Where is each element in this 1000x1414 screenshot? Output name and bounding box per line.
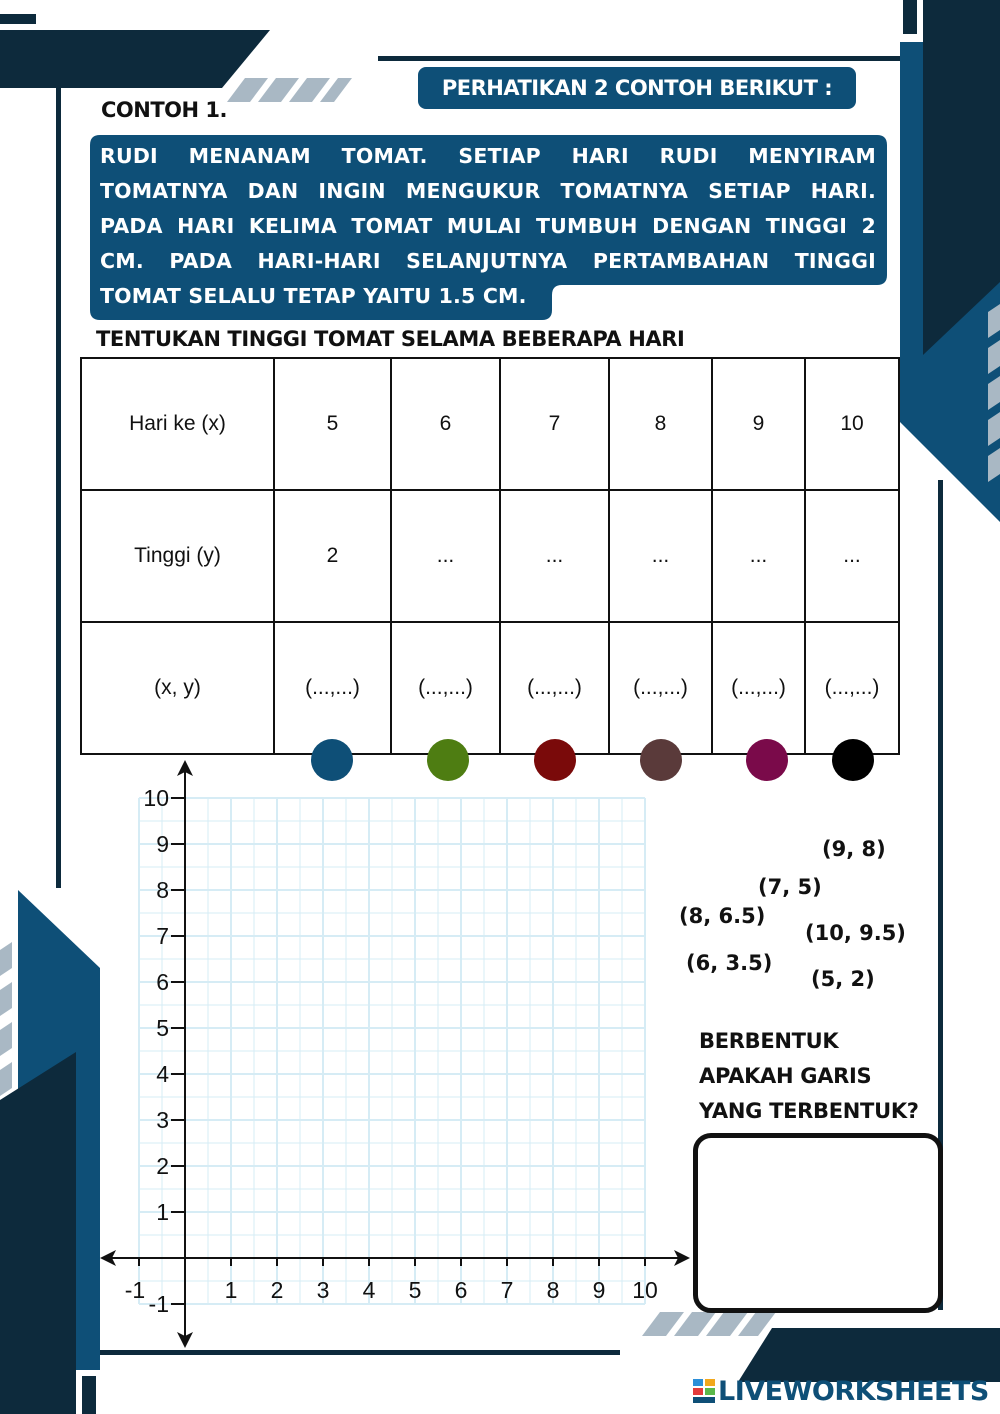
x-tick-label: 10 xyxy=(632,1277,658,1303)
x-tick-label: 8 xyxy=(546,1277,560,1303)
y-tick-label: 8 xyxy=(156,877,169,903)
instruction-text: TENTUKAN TINGGI TOMAT SELAMA BEBERAPA HARI xyxy=(96,327,685,351)
table-cell: 6 xyxy=(391,358,500,490)
x-tick-label: 5 xyxy=(408,1277,422,1303)
question-line: BERBENTUK xyxy=(699,1029,839,1053)
question-line: APAKAH GARIS xyxy=(699,1064,872,1088)
answer-cell[interactable]: ... xyxy=(500,490,609,622)
story-line: PADA HARI KELIMA TOMAT MULAI TUMBUH DENGAN TINGGI 2 xyxy=(100,214,876,238)
story-line: TOMATNYA DAN INGIN MENGUKUR TOMATNYA SETIAP HARI. xyxy=(100,179,876,203)
answer-cell[interactable]: (...,...) xyxy=(274,622,391,754)
brand-logo: LIVEWORKSHEETS xyxy=(718,1376,989,1407)
answer-cell[interactable]: (...,...) xyxy=(391,622,500,754)
liveworksheets-logo-icon xyxy=(693,1379,715,1403)
x-tick-label: 6 xyxy=(454,1277,468,1303)
answer-cell[interactable]: (...,...) xyxy=(500,622,609,754)
x-tick-label: 2 xyxy=(270,1277,284,1303)
x-tick-label: 7 xyxy=(500,1277,514,1303)
story-line: TOMAT SELALU TETAP YAITU 1.5 CM. xyxy=(100,284,527,308)
answer-cell[interactable]: (...,...) xyxy=(712,622,805,754)
answer-cell[interactable]: (...,...) xyxy=(609,622,712,754)
section-title: PERHATIKAN 2 CONTOH BERIKUT : xyxy=(418,67,856,109)
table-cell: 8 xyxy=(609,358,712,490)
y-tick-label: 4 xyxy=(156,1061,169,1087)
axes xyxy=(100,760,690,1348)
y-tick-label: -1 xyxy=(148,1291,169,1317)
answer-cell[interactable]: ... xyxy=(391,490,500,622)
table-cell: 5 xyxy=(274,358,391,490)
example-label: CONTOH 1. xyxy=(101,98,227,122)
answer-input-box[interactable] xyxy=(693,1133,943,1313)
row-header: (x, y) xyxy=(81,622,274,754)
answer-cell[interactable]: ... xyxy=(609,490,712,622)
y-tick-label: 7 xyxy=(156,923,169,949)
grid-lines xyxy=(139,798,645,1304)
table-cell: 10 xyxy=(805,358,899,490)
coordinate-option[interactable]: (9, 8) xyxy=(822,837,886,861)
y-tick-label: 5 xyxy=(156,1015,169,1041)
x-tick-label: 9 xyxy=(592,1277,606,1303)
table-cell: 2 xyxy=(274,490,391,622)
y-tick-label: 1 xyxy=(156,1199,169,1225)
x-tick-label: -1 xyxy=(124,1277,146,1303)
answer-cell[interactable]: ... xyxy=(712,490,805,622)
x-tick-label: 4 xyxy=(362,1277,376,1303)
story-line: RUDI MENANAM TOMAT. SETIAP HARI RUDI MENYIRAM xyxy=(100,144,876,168)
y-tick-label: 9 xyxy=(156,831,169,857)
answer-cell[interactable]: (...,...) xyxy=(805,622,899,754)
coordinate-option[interactable]: (10, 9.5) xyxy=(805,921,906,945)
table-cell: 9 xyxy=(712,358,805,490)
question-line: YANG TERBENTUK? xyxy=(699,1099,919,1123)
answer-cell[interactable]: ... xyxy=(805,490,899,622)
row-header: Hari ke (x) xyxy=(81,358,274,490)
coordinate-option[interactable]: (7, 5) xyxy=(758,875,822,899)
row-header: Tinggi (y) xyxy=(81,490,274,622)
story-line: CM. PADA HARI-HARI SELANJUTNYA PERTAMBAHAN TINGGI xyxy=(100,249,876,273)
y-tick-label: 10 xyxy=(143,785,169,811)
coordinate-option[interactable]: (8, 6.5) xyxy=(679,904,766,928)
y-tick-label: 6 xyxy=(156,969,169,995)
x-tick-label: 1 xyxy=(224,1277,238,1303)
x-tick-label: 3 xyxy=(316,1277,330,1303)
coordinate-option[interactable]: (5, 2) xyxy=(811,967,875,991)
y-tick-label: 2 xyxy=(156,1153,169,1179)
coordinate-option[interactable]: (6, 3.5) xyxy=(686,951,773,975)
question-text xyxy=(699,1024,919,1129)
y-tick-label: 3 xyxy=(156,1107,169,1133)
table-cell: 7 xyxy=(500,358,609,490)
